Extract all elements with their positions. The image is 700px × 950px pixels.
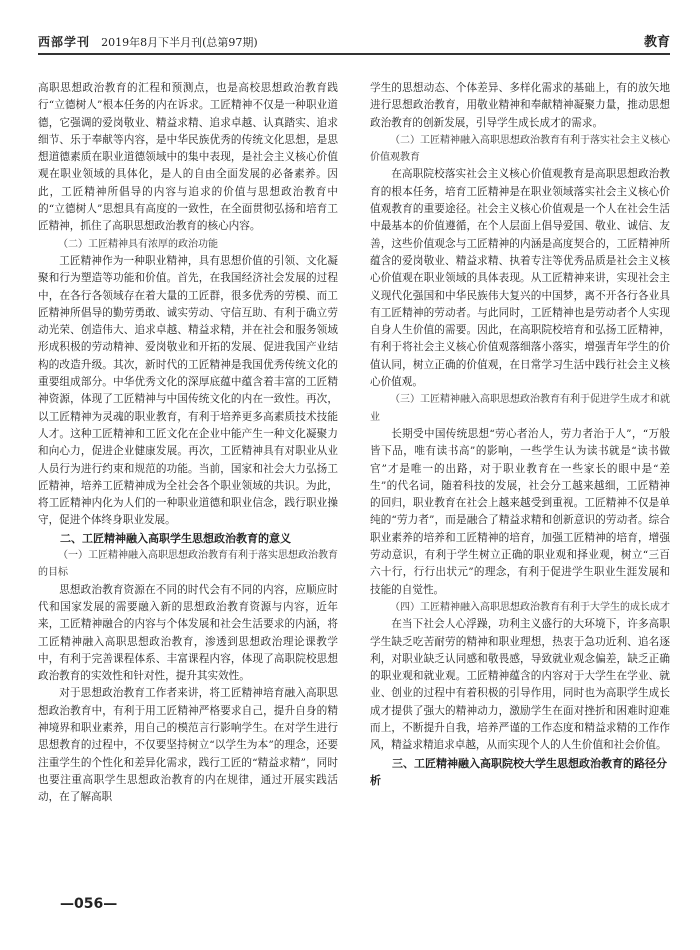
body-paragraph: 思想政治教育资源在不同的时代会有不同的内容，应顺应时代和国家发展的需要融入新的思想政治教育资源与内容，近年来，工匠精神融合的内容与个体发展和社会生活要求的内涵，将工匠精神融入高职思想政治教育，渗透到思想政治理论课教学中，有利于完善课程体系、丰富课程内容，体现了高职院校思想政治教育的实效性和针对性，提升其实效性。 [38,583,338,683]
body-paragraph: 长期受中国传统思想“劳心者治人，劳力者治于人”，“万般皆下品，唯有读书高”的影响，一些学生认为读书就是“读书做官”才是唯一的出路，对于职业教育在一些家长的眼中是“差生”的代名词，随着科技的发展，社会分工越来越细，工匠精神的回归，职业教育在社会上越来越受到重视。工匠精神不仅是单纯的“劳力者”，而是融合了精益求精和创新意识的劳动者。综合职业素养的培养和工匠精神的培育，加强工匠精神的培育，增强劳动意识，有利于学生树立正确的职业观和择业观，树立“三百六十行，行行出状元”的理念，有利于促进学生职业生涯发展和技能的自觉性。 [370,427,670,596]
body-paragraph: 在高职院校落实社会主义核心价值观教育是高职思想政治教育的根本任务，培育工匠精神是在职业领域落实社会主义核心价值观教育的重要途径。社会主义核心价值观是一个人在社会生活中最基本的价值遵循，在个人层面上倡导爱国、敬业、诚信、友善，这些价值观念与工匠精神的内涵是高度契合的，工匠精神所蕴含的爱岗敬业、精益求精、执着专注等优秀品质是社会主义核心价值观在职业领域的具体表现。从工匠精神来讲，实现社会主义现代化强国和中华民族伟大复兴的中国梦，离不开各行各业具有工匠精神的劳动者。与此同时，工匠精神也是劳动者个人实现自身人生价值的需要。因此，在高职院校培育和弘扬工匠精神，有利于将社会主义核心价值观落细落小落实，增强青年学生的价值认同，树立正确的价值观，在日常学习生活中践行社会主义核心价值观。 [370,168,670,389]
body-paragraph: 高职思想政治教育的汇程和预测点，也是高校思想政治教育践行“立德树人”根本任务的内在诉求。工匠精神不仅是一种职业道德，它强调的爱岗敬业、精益求精、追求卓越、认真踏实、追求细节、乐于奉献等内容，是中华民族优秀的传统文化思想，是思想道德素质在职业道德领域中的集中表现，是社会主义核心价值观在职业领域的具体化，是人的自由全面发展的必备素养。因此，工匠精神所倡导的内容与追求的价值与思想政治教育中的“立德树人”思想具有高度的一致性，在全面贯彻弘扬和培育工匠精神，抓住了高职思想政治教育的核心内容。 [38,82,338,233]
running-header [38,28,670,55]
body-columns [38,80,670,875]
body-paragraph: 工匠精神作为一种职业精神，具有思想价值的引领、文化凝聚和行为塑造等功能和价值。首先，在我国经济社会发展的过程中，在各行各领域存在着大量的工匠群，很多优秀的劳模、而工匠精神所倡导的勤劳勇敢、诚实劳动、守信互助、有利于确立劳动光荣、创造伟大、追求卓越、精益求精，并在社会和服务领域形成积极的劳动精神、爱岗敬业和开拓的发展、促进我国产业结构的改造升级。其次，新时代的工匠精神是我国优秀传统文化的重要组成部分。中华优秀文化的深厚底蕴中蕴含着丰富的工匠精神资源，体现了工匠精神与中国传统文化的内在一致性。再次，以工匠精神为灵魂的职业教育，有利于培养更多高素质技术技能人才。这种工匠精神和工匠文化在企业中能产生一种文化凝聚力和向心力，促进企业健康发展。再次，工匠精神具有对职业从业人员行为进行约束和规范的功能。当前，国家和社会大力弘扬工匠精神，培养工匠精神成为全社会各个职业领域的共识。为此，将工匠精神内化为人们的一种职业道德和职业信念，践行职业操守，促进个体终身职业发展。 [38,254,338,527]
subsection-heading: （四）工匠精神融入高职思想政治教育有利于大学生的成长成才 [390,601,670,613]
page-number: —056— [60,896,118,912]
subsection-heading: （一）工匠精神融入高职思想政治教育有利于落实思想政治教育的目标 [38,550,338,579]
section-heading: 三、工匠精神融入高职院校大学生思想政治教育的路径分析 [370,756,667,787]
body-paragraph: 学生的思想动态、个体差异、多样化需求的基础上，有的放矢地进行思想政治教育，用敬业精神和奉献精神凝聚力量，推动思想政治教育的创新发展，引导学生成长成才的需求。 [370,82,670,129]
body-paragraph: 在当下社会人心浮躁，功利主义盛行的大环境下，许多高职学生缺乏吃苦耐劳的精神和职业理想，热衷于急功近利、追名逐利，对职业缺乏认同感和敬畏感，导致就业观念偏差，缺乏正确的职业观和就业观。工匠精神蕴含的内容对于大学生在学业、就业、创业的过程中有着积极的引导作用，同时也为高职学生成长成才提供了强大的精神动力，激励学生在面对挫折和困难时迎难而上，不断提升自我，培养严谨的工作态度和精益求精的工作作风，精益求精追求卓越，从而实现个人的人生价值和社会价值。 [370,618,670,752]
right-column [370,80,670,875]
journal-info [38,31,258,50]
section-heading: 二、工匠精神融入高职学生思想政治教育的意义 [60,531,291,545]
section-label: 教育 [643,35,670,50]
left-column [38,80,338,875]
subsection-heading: （二）工匠精神融入高职思想政治教育有利于落实社会主义核心价值观教育 [370,134,670,164]
subsection-heading: （三）工匠精神融入高职思想政治教育有利于促进学生成才和就业 [370,394,670,423]
journal-name: 西部学刊 [38,35,91,49]
subsection-heading: （二）工匠精神具有浓厚的政治功能 [58,238,218,250]
issue-info: 2019年8月下半月刊(总第97期) [101,36,258,49]
body-paragraph: 对于思想政治教育工作者来讲，将工匠精神培育融入高职思想政治教育中，有利于用工匠精神严格要求自己，提升自身的精神境界和职业素养，用自己的模范言行影响学生。在对学生进行思想教育的过程中，不仅要坚持树立“以学生为本”的理念，还要注重学生的个性化和差异化需求，践行工匠的“精益求精”，同时也要注重高职学生思想政治教育的内在规律，通过开展实践活动，在了解高职 [38,687,338,804]
